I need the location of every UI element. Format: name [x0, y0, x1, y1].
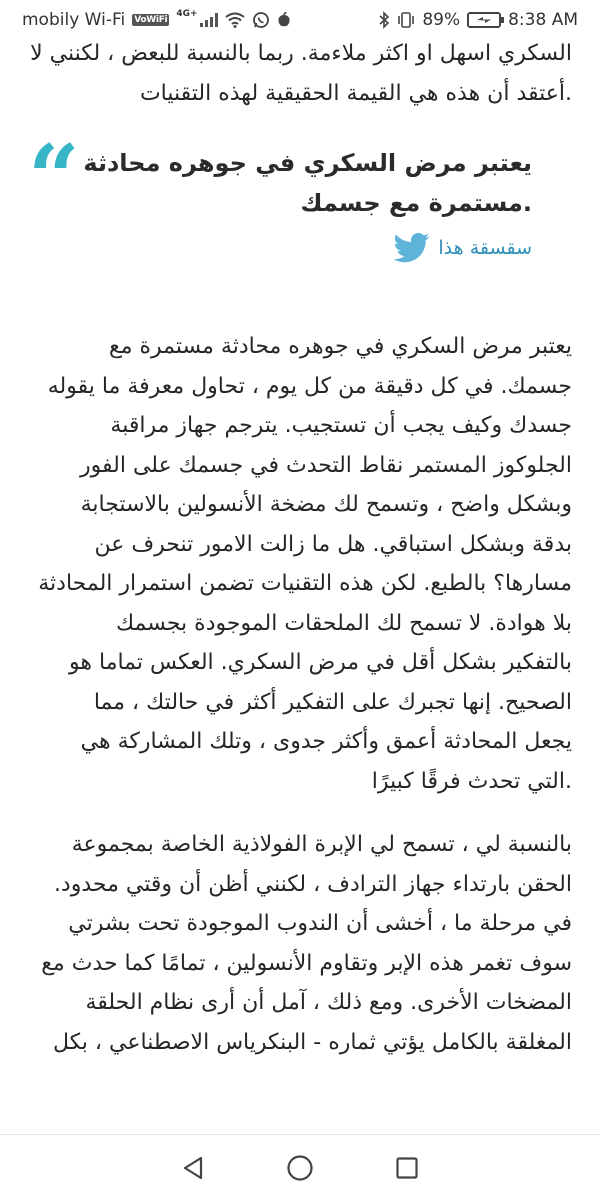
back-triangle-icon — [181, 1155, 205, 1181]
signal-icon — [200, 13, 218, 27]
home-circle-icon — [286, 1154, 314, 1182]
back-button[interactable] — [173, 1148, 213, 1188]
tweet-this-row[interactable] — [68, 233, 532, 263]
recents-square-icon — [395, 1156, 419, 1180]
battery-charging-icon — [467, 12, 501, 28]
vibrate-icon — [397, 11, 415, 29]
whatsapp-icon — [252, 11, 270, 29]
vowifi-badge: VoWiFi — [134, 15, 168, 25]
carrier-name: mobily Wi-Fi — [22, 10, 126, 30]
body-paragraph-2: بالنسبة لي ، تسمح لي الإبرة الفولاذية الخاصة بمجموعة الحقن بارتداء جهاز الترادف ، لكنني أظن أن وقتي محدود. في مرحلة ما ، أخشى أن الندوب الموجودة تحت بشرتي سوف تغمر هذه الإبر وتقاوم الأنسولين ، تمامًا كما حدث مع المضخات الأخرى. ومع ذلك ، آمل أن أرى نظام الحلقة المغلقة بالكامل يؤتي ثماره - البنكرياس الاصطناعي ، بكل — [41, 832, 572, 1055]
body-paragraph-1: يعتبر مرض السكري في جوهره محادثة مستمرة مع جسمك. في كل دقيقة من كل يوم ، تحاول معرفة ما يقوله جسدك وكيف يجب أن تستجيب. يترجم جهاز مراقبة الجلوكوز المستمر نقاط التحدث في جسمك على الفور وبشكل واضح ، وتسمح لك مضخة الأنسولين بالاستجابة بدقة وبشكل استباقي. هل ما زالت الامور تنحرف عن مسارها؟ بالطبع. لكن هذه التقنيات تضمن استمرار المحادثة بلا هوادة. لا تسمح لك الملحقات الموجودة بجسمك بالتفكير بشكل أقل في مرض السكري. العكس تماما هو الصحيح. إنها تجبرك على التفكير أكثر في حالتك ، مما يجعل المحادثة أعمق وأكثر جدوى ، وتلك المشاركة هي .التي تحدث فرقًا كبيرًا — [38, 334, 572, 794]
pull-quote-text: يعتبر مرض السكري في جوهره محادثة .مستمرة مع جسمك — [83, 149, 532, 217]
tweet-this-link[interactable]: سقسقة هذا — [438, 237, 532, 259]
clock: 8:38 AM — [508, 10, 578, 30]
recents-button[interactable] — [387, 1148, 427, 1188]
status-right — [378, 10, 578, 30]
twitter-bird-icon[interactable] — [394, 233, 430, 263]
battery-percent: 89% — [422, 10, 461, 30]
pull-quote — [28, 125, 572, 263]
bluetooth-icon — [378, 11, 390, 29]
quote-mark-icon: “ — [28, 125, 80, 231]
network-type: 4G+ — [176, 9, 198, 19]
app-notification-icon — [277, 12, 291, 28]
intro-paragraph: السكري اسهل او اكثر ملاءمة. ربما بالنسبة للبعض ، لكنني لا .أعتقد أن هذه هي القيمة الحقيقية لهذه التقنيات — [30, 41, 572, 106]
home-button[interactable] — [280, 1148, 320, 1188]
article-content — [0, 40, 600, 1134]
pull-quote-body — [28, 143, 572, 263]
status-bar — [0, 0, 600, 40]
status-left — [22, 10, 291, 30]
navigation-bar — [0, 1134, 600, 1200]
wifi-icon — [225, 12, 245, 28]
